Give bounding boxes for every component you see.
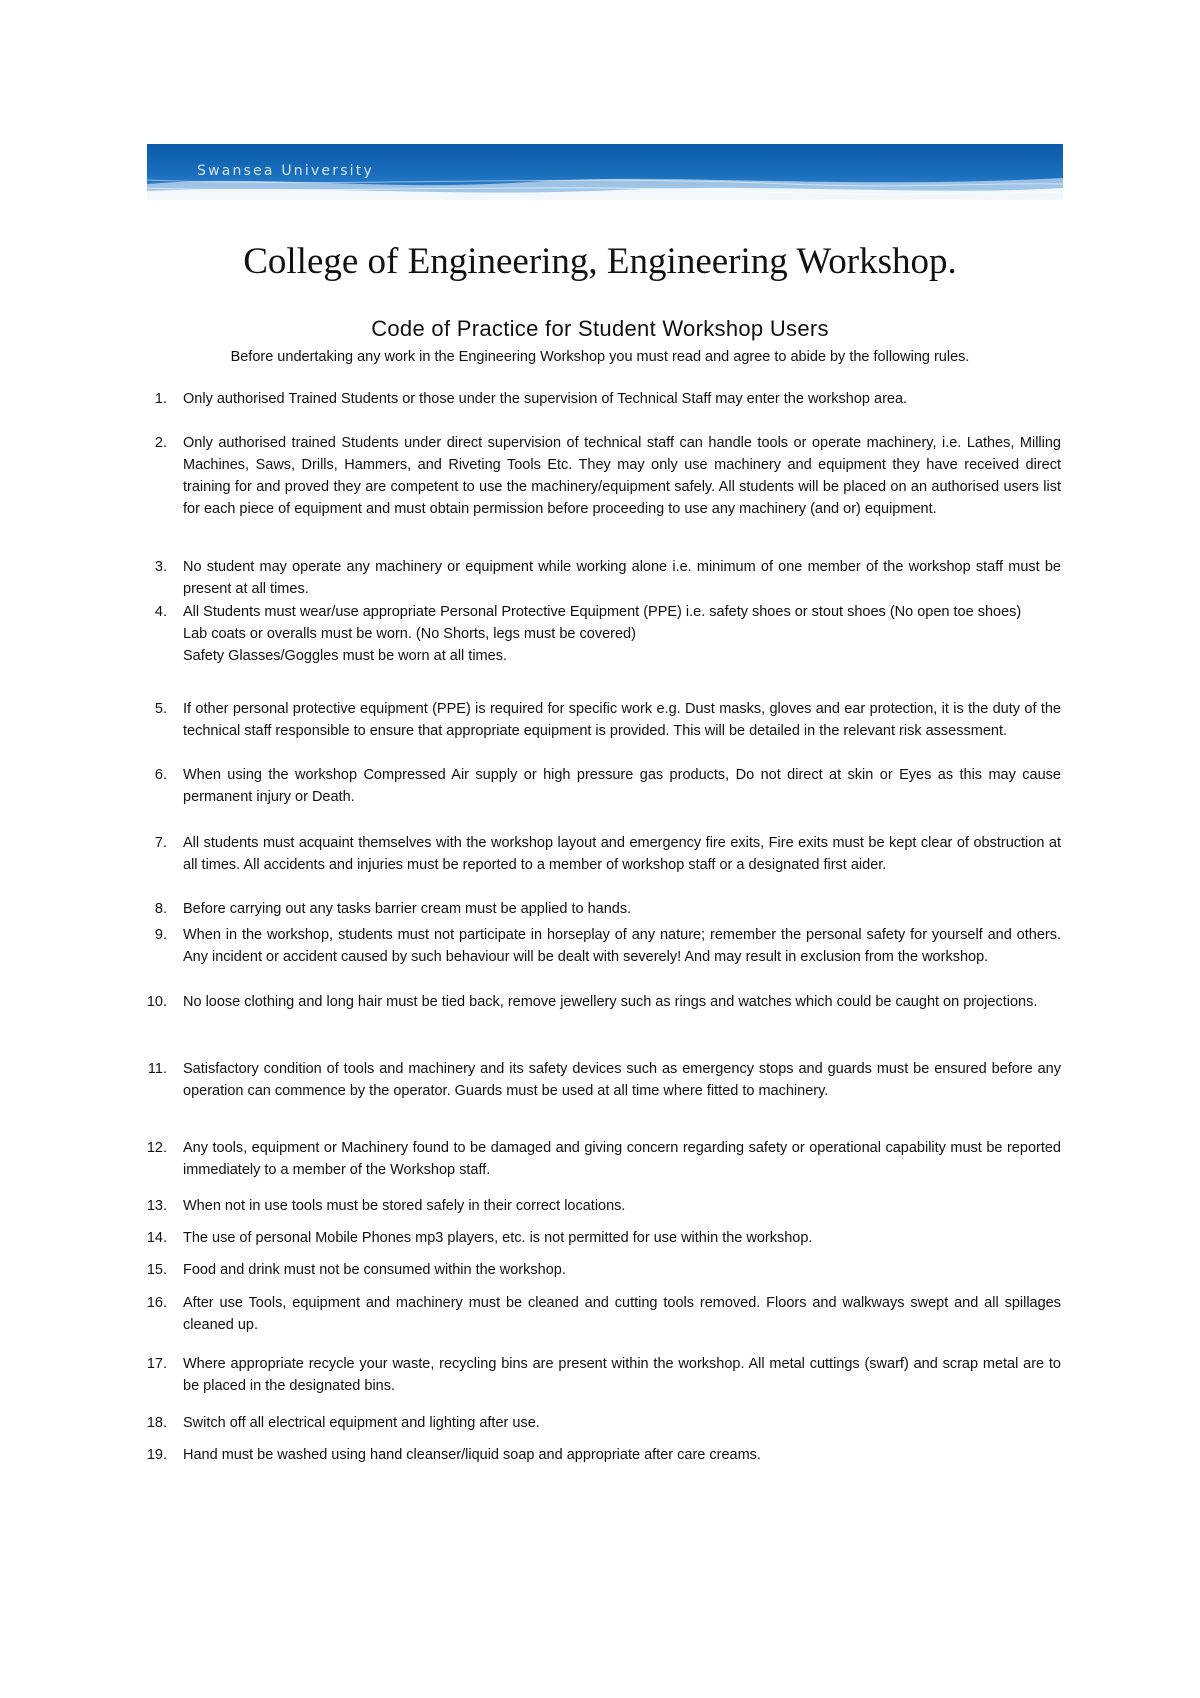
rule-line: After use Tools, equipment and machinery must be cleaned and cutting tools removed. Floors and walkways swept and all spillages cleaned up.: [183, 1295, 1061, 1333]
rule-text: [183, 1292, 1061, 1336]
rule-text: [183, 1259, 1061, 1281]
rule-line: All students must acquaint themselves with the workshop layout and emergency fire exits, Fire exits must be kept clear of obstruction at all times. All accidents and injuries must be reported to a member of workshop staff or a designated first aider.: [183, 835, 1061, 873]
rule-text: [183, 1444, 1061, 1466]
rule-line: Before carrying out any tasks barrier cream must be applied to hands.: [183, 901, 632, 917]
rule-number: 3.: [154, 559, 167, 575]
document-title: College of Engineering, Engineering Workshop.: [243, 241, 957, 282]
rule-text: [183, 1412, 1061, 1434]
rule-number: 15.: [146, 1262, 167, 1278]
rule-number: 2.: [154, 435, 167, 451]
university-banner: [147, 144, 1063, 200]
rule-number: 17.: [146, 1356, 167, 1372]
rule-text: [183, 991, 1061, 1013]
rule-text: [183, 764, 1061, 808]
rule-line: Safety Glasses/Goggles must be worn at all times.: [183, 648, 507, 664]
rule-text: [183, 1058, 1061, 1102]
rule-text: [183, 388, 1061, 410]
rule-number: 13.: [146, 1198, 167, 1214]
rule-text: [183, 1137, 1061, 1181]
rule-line: All Students must wear/use appropriate Personal Protective Equipment (PPE) i.e. safety shoes or stout shoes (No open toe shoes): [183, 604, 1022, 620]
rule-text: [183, 556, 1061, 600]
rule-line: No student may operate any machinery or equipment while working alone i.e. minimum of one member of the workshop staff must be present at all times.: [183, 559, 1061, 597]
rule-line: Food and drink must not be consumed within the workshop.: [183, 1262, 566, 1278]
rule-line: Any tools, equipment or Machinery found to be damaged and giving concern regarding safety or operational capability must be reported immediately to a member of the Workshop staff.: [183, 1140, 1061, 1178]
rule-number: 4.: [154, 604, 167, 620]
rule-line: Hand must be washed using hand cleanser/liquid soap and appropriate after care creams.: [183, 1447, 761, 1463]
intro-text: Before undertaking any work in the Engineering Workshop you must read and agree to abide by the following rules.: [230, 349, 970, 365]
rule-number: 6.: [154, 767, 167, 783]
rule-number: 7.: [154, 835, 167, 851]
rule-text: [183, 832, 1061, 876]
rule-number: 11.: [147, 1061, 167, 1077]
rule-line: Only authorised trained Students under direct supervision of technical staff can handle tools or operate machinery, i.e. Lathes, Milling Machines, Saws, Drills, Hammers, and Riveting Tools Etc. They may only use machinery and equipment they have received direct training for and proved they are competent to use the machinery/equipment safely. All students will be placed on an authorised users list for each piece of equipment and must obtain permission before proceeding to use any machinery (and or) equipment.: [183, 435, 1061, 517]
rule-line: Only authorised Trained Students or those under the supervision of Technical Staff may enter the workshop area.: [183, 391, 908, 407]
rule-number: 8.: [154, 901, 167, 917]
rule-text: [183, 432, 1061, 520]
rule-text: [183, 698, 1061, 742]
rule-number: 9.: [154, 927, 167, 943]
rule-line: No loose clothing and long hair must be tied back, remove jewellery such as rings and watches which could be caught on projections.: [183, 994, 1038, 1010]
document-subtitle: Code of Practice for Student Workshop Users: [371, 316, 829, 341]
rule-line: When in the workshop, students must not participate in horseplay of any nature; remember the personal safety for yourself and others. Any incident or accident caused by such behaviour will be dealt with severely! And may result in exclusion from the workshop.: [183, 927, 1061, 965]
rule-text: [183, 601, 1061, 667]
rule-line: When not in use tools must be stored safely in their correct locations.: [183, 1198, 626, 1214]
rule-line: Switch off all electrical equipment and lighting after use.: [183, 1415, 540, 1431]
university-name: Swansea University: [197, 163, 374, 179]
rule-number: 14.: [146, 1230, 167, 1246]
rule-number: 5.: [154, 701, 167, 717]
rule-text: [183, 1195, 1061, 1217]
rule-number: 12.: [146, 1140, 167, 1156]
rule-line: When using the workshop Compressed Air supply or high pressure gas products, Do not direct at skin or Eyes as this may cause permanent injury or Death.: [183, 767, 1061, 805]
rule-line: If other personal protective equipment (PPE) is required for specific work e.g. Dust masks, gloves and ear protection, it is the duty of the technical staff responsible to ensure that appropriate equipment is provided. This will be detailed in the relevant risk assessment.: [183, 701, 1061, 739]
rule-line: The use of personal Mobile Phones mp3 players, etc. is not permitted for use within the workshop.: [183, 1230, 813, 1246]
rule-line: Lab coats or overalls must be worn. (No Shorts, legs must be covered): [183, 626, 636, 642]
rule-number: 19.: [146, 1447, 167, 1463]
rule-text: [183, 1353, 1061, 1397]
rule-line: Satisfactory condition of tools and machinery and its safety devices such as emergency stops and guards must be ensured before any operation can commence by the operator. Guards must be used at all time where fitted to machinery.: [183, 1061, 1061, 1099]
rule-text: [183, 1227, 1061, 1249]
rule-line: Where appropriate recycle your waste, recycling bins are present within the workshop. All metal cuttings (swarf) and scrap metal are to be placed in the designated bins.: [183, 1356, 1061, 1394]
rule-number: 10.: [146, 994, 167, 1010]
rule-number: 18.: [146, 1415, 167, 1431]
rule-number: 16.: [146, 1295, 167, 1311]
rule-number: 1.: [154, 391, 167, 407]
rule-text: [183, 924, 1061, 968]
rule-text: [183, 898, 1061, 920]
